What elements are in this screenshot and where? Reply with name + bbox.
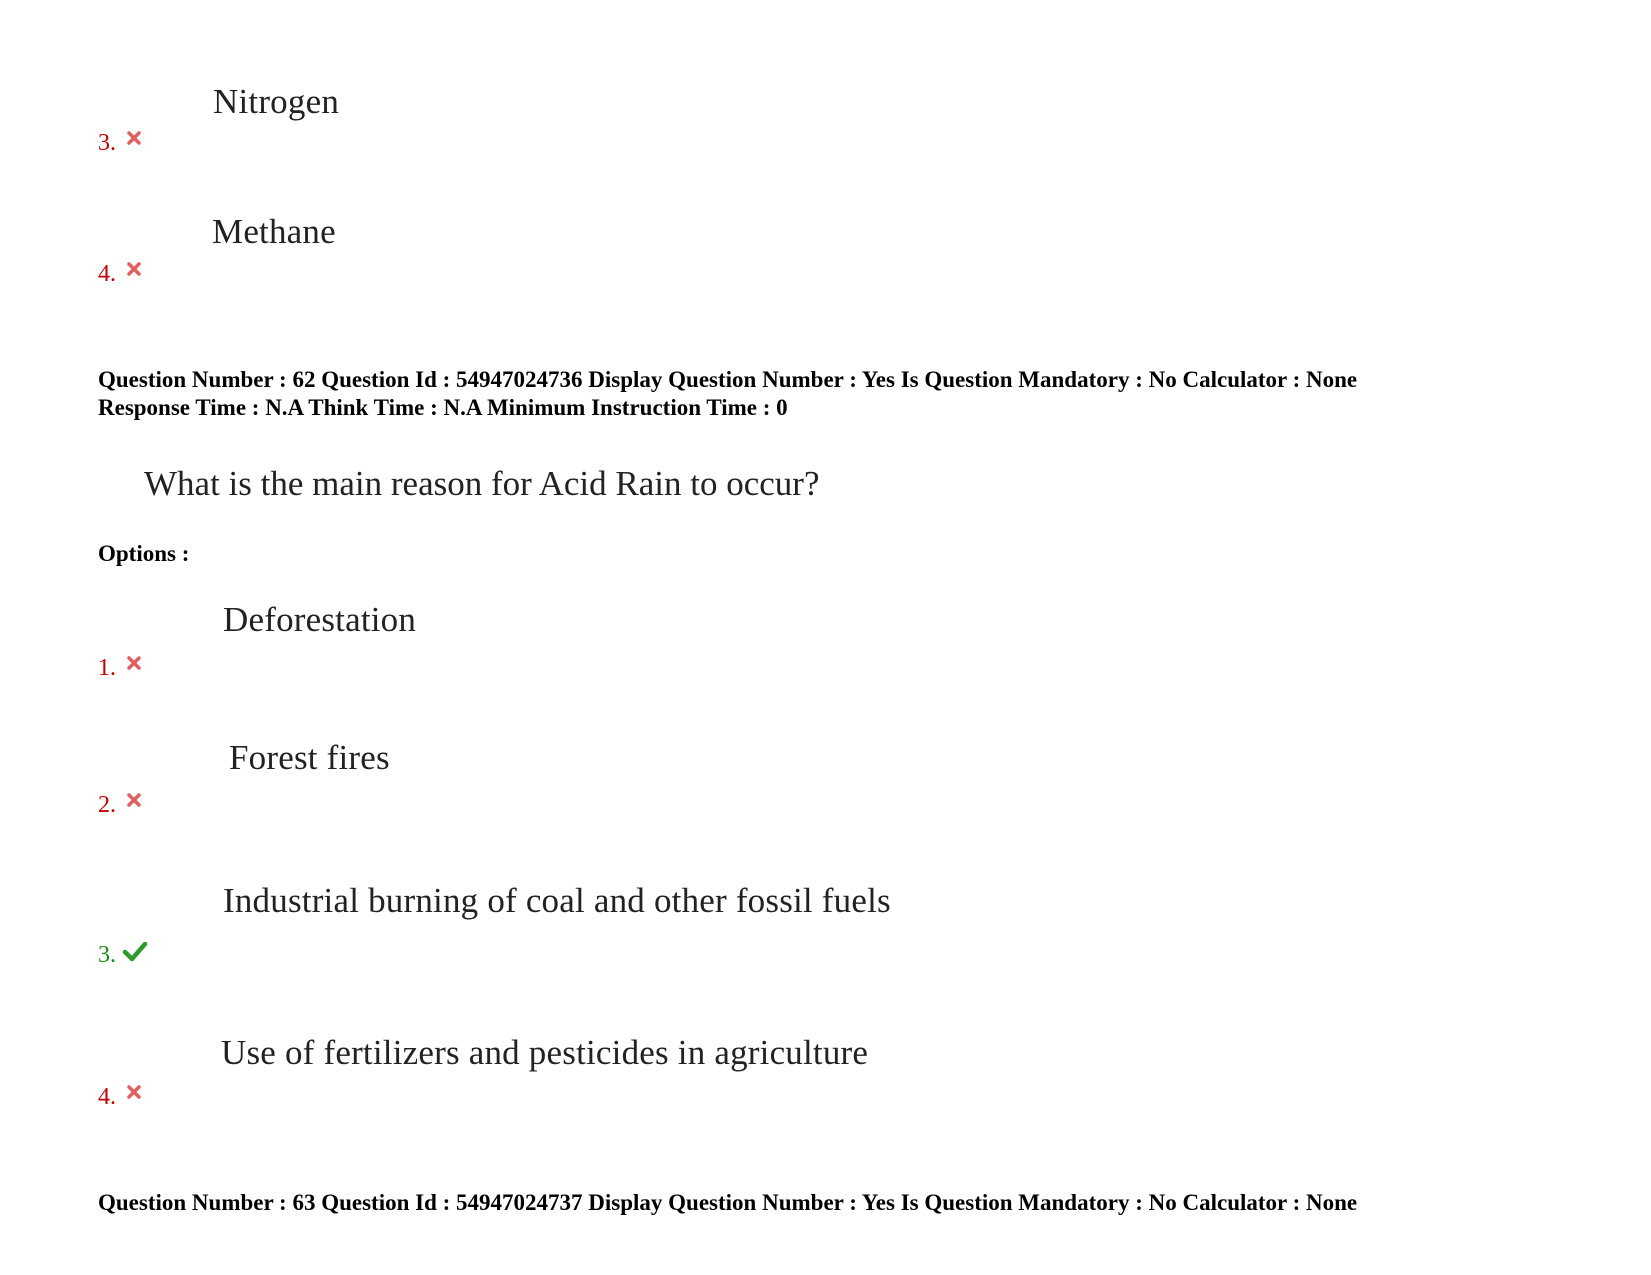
option-number: 3. [98, 942, 116, 968]
option-text: Use of fertilizers and pesticides in agriculture [221, 1033, 869, 1072]
cross-icon [126, 261, 142, 277]
option-text: Industrial burning of coal and other fossil fuels [223, 881, 891, 920]
option-number: 4. [98, 1084, 116, 1110]
option-text: Deforestation [223, 600, 417, 639]
option-number: 2. [98, 792, 116, 818]
question-meta [98, 366, 1357, 422]
question-meta-line1: Question Number : 62 Question Id : 54947024736 Display Question Number : Yes Is Question Mandatory : No Calculator : None [98, 367, 1358, 392]
check-icon [122, 940, 148, 962]
cross-icon [126, 792, 142, 808]
question-meta-line2: Response Time : N.A Think Time : N.A Minimum Instruction Time : 0 [98, 395, 788, 420]
question-meta-line1: Question Number : 63 Question Id : 54947024737 Display Question Number : Yes Is Question Mandatory : No Calculator : None [98, 1190, 1358, 1215]
option-number: 4. [98, 261, 116, 287]
option-number: 3. [98, 130, 116, 156]
options-label: Options : [98, 541, 190, 566]
option-number: 1. [98, 655, 116, 681]
question-text: What is the main reason for Acid Rain to occur? [144, 464, 820, 503]
option-text: Methane [212, 212, 336, 251]
question-meta [98, 1189, 1357, 1217]
cross-icon [126, 655, 142, 671]
option-text: Nitrogen [213, 82, 340, 121]
cross-icon [126, 130, 142, 146]
option-text: Forest fires [229, 738, 390, 777]
cross-icon [126, 1084, 142, 1100]
